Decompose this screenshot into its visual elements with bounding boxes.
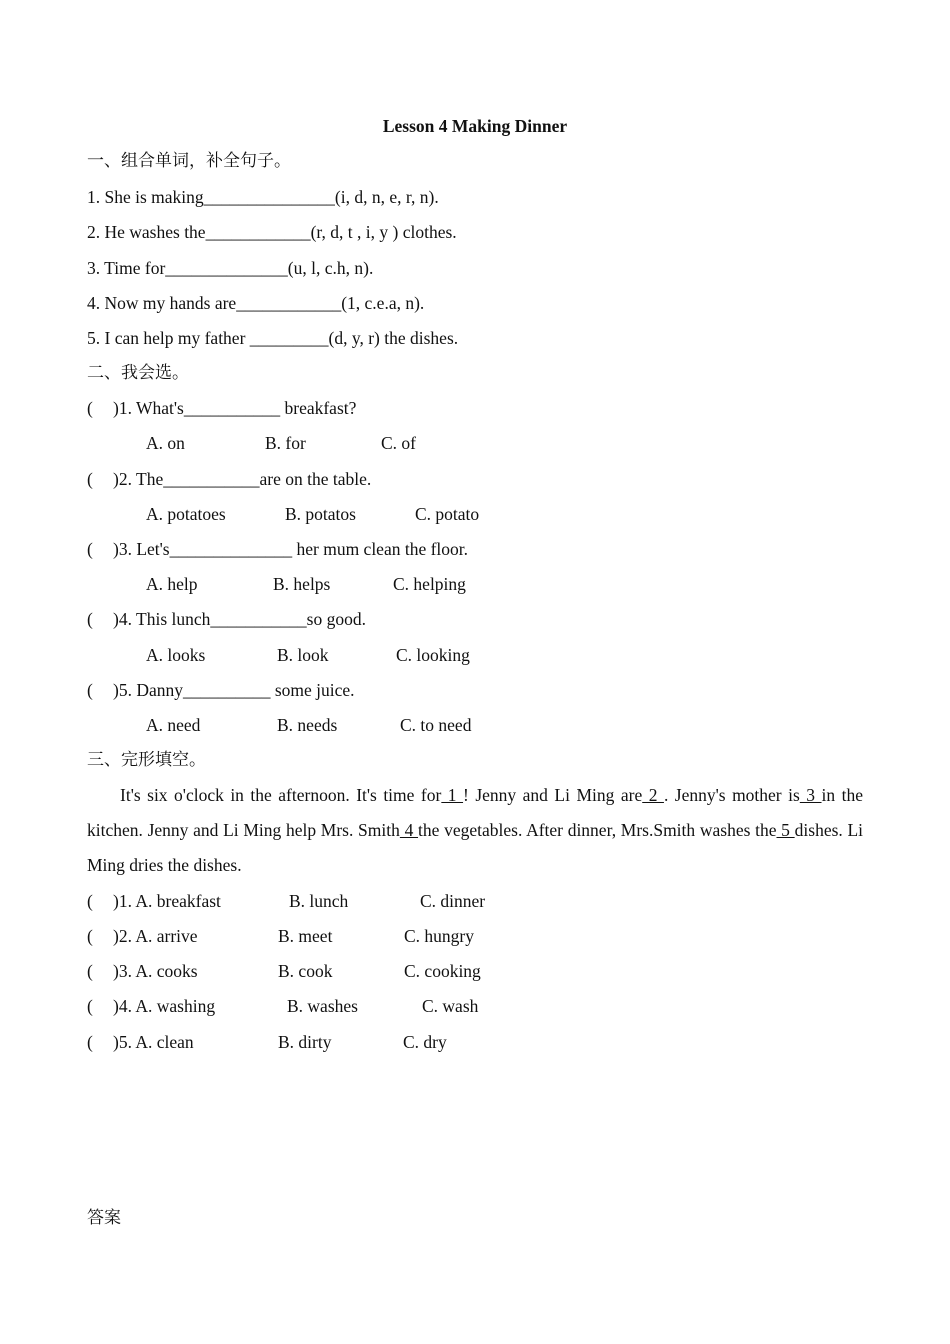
option-c: C. wash xyxy=(422,996,479,1016)
cloze-question-3 xyxy=(87,960,198,982)
question-stem: )4. A. washing xyxy=(113,996,216,1016)
option-c: C. looking xyxy=(396,645,470,665)
question-stem: )1. A. breakfast xyxy=(113,891,221,911)
question-stem: )1. What's___________ breakfast? xyxy=(113,398,357,418)
answer-paren: ( xyxy=(87,1032,93,1052)
option-a: A. need xyxy=(146,715,201,735)
question-stem: )3. Let's______________ her mum clean the floor. xyxy=(113,539,469,559)
blank-2: 2 xyxy=(642,785,664,805)
passage-text: in the kitchen. Jenny and Li Ming help Mrs. Smith xyxy=(87,785,863,840)
answer-paren: ( xyxy=(87,609,93,629)
choice-question-4 xyxy=(87,608,366,630)
choice-question-1 xyxy=(87,397,356,419)
question-stem: )5. A. clean xyxy=(113,1032,194,1052)
option-b: B. cook xyxy=(278,961,333,981)
section1-heading: 一、组合单词，补全句子。 xyxy=(87,151,291,171)
question-stem: )2. A. arrive xyxy=(113,926,198,946)
blank-4: 4 xyxy=(399,820,419,840)
cloze-question-2 xyxy=(87,925,198,947)
option-a: A. potatoes xyxy=(146,504,226,524)
option-a: A. help xyxy=(146,574,198,594)
blank-1: 1 xyxy=(441,785,464,805)
option-c: C. potato xyxy=(415,504,480,524)
cloze-question-4 xyxy=(87,995,215,1017)
page-title: Lesson 4 Making Dinner xyxy=(382,116,568,136)
choice-question-3 xyxy=(87,538,468,560)
option-c: C. hungry xyxy=(404,926,474,946)
option-c: C. to need xyxy=(400,715,472,735)
choice-question-2 xyxy=(87,468,371,490)
option-b: B. for xyxy=(265,433,306,453)
answer-paren: ( xyxy=(87,926,93,946)
option-b: B. lunch xyxy=(289,891,349,911)
cloze-question-1 xyxy=(87,890,221,912)
option-b: B. needs xyxy=(277,715,338,735)
fill-item-4: 4. Now my hands are____________(1, c.e.a, n). xyxy=(87,293,425,313)
option-b: B. look xyxy=(277,645,329,665)
passage-text: . Jenny's mother is xyxy=(663,785,800,805)
option-c: C. of xyxy=(381,433,416,453)
question-stem: )5. Danny__________ some juice. xyxy=(113,680,355,700)
option-c: C. dinner xyxy=(420,891,486,911)
question-stem: )3. A. cooks xyxy=(113,961,198,981)
option-b: B. washes xyxy=(287,996,358,1016)
section2-heading: 二、我会选。 xyxy=(87,363,189,383)
blank-5: 5 xyxy=(776,820,795,840)
passage-text: dishes. Li Ming dries the dishes. xyxy=(87,820,864,875)
option-a: A. on xyxy=(146,433,185,453)
fill-item-5: 5. I can help my father _________(d, y, r) the dishes. xyxy=(87,328,459,348)
blank-3: 3 xyxy=(799,785,822,805)
cloze-passage xyxy=(87,778,863,883)
answer-paren: ( xyxy=(87,961,93,981)
question-stem: )4. This lunch___________so good. xyxy=(113,609,366,629)
answer-heading: 答案 xyxy=(87,1208,121,1228)
option-a: A. looks xyxy=(146,645,206,665)
choice-question-5 xyxy=(87,679,355,701)
fill-item-3: 3. Time for______________(u, l, c.h, n). xyxy=(87,258,374,278)
option-c: C. helping xyxy=(393,574,466,594)
passage-text: the vegetables. After dinner, Mrs.Smith washes the xyxy=(418,820,777,840)
fill-item-2: 2. He washes the____________(r, d, t , i, y ) clothes. xyxy=(87,222,457,242)
answer-paren: ( xyxy=(87,469,93,489)
question-stem: )2. The___________are on the table. xyxy=(113,469,372,489)
fill-item-1: 1. She is making_______________(i, d, n, e, r, n). xyxy=(87,187,439,207)
cloze-question-5 xyxy=(87,1031,194,1053)
option-b: B. potatos xyxy=(285,504,356,524)
option-b: B. helps xyxy=(273,574,331,594)
passage-text: ! Jenny and Li Ming are xyxy=(463,785,643,805)
passage-text: It's six o'clock in the afternoon. It's time for xyxy=(120,785,442,805)
option-c: C. dry xyxy=(403,1032,447,1052)
answer-paren: ( xyxy=(87,680,93,700)
section3-heading: 三、完形填空。 xyxy=(87,750,206,770)
option-b: B. dirty xyxy=(278,1032,332,1052)
answer-paren: ( xyxy=(87,539,93,559)
option-b: B. meet xyxy=(278,926,333,946)
option-c: C. cooking xyxy=(404,961,481,981)
answer-paren: ( xyxy=(87,398,93,418)
answer-paren: ( xyxy=(87,891,93,911)
answer-paren: ( xyxy=(87,996,93,1016)
